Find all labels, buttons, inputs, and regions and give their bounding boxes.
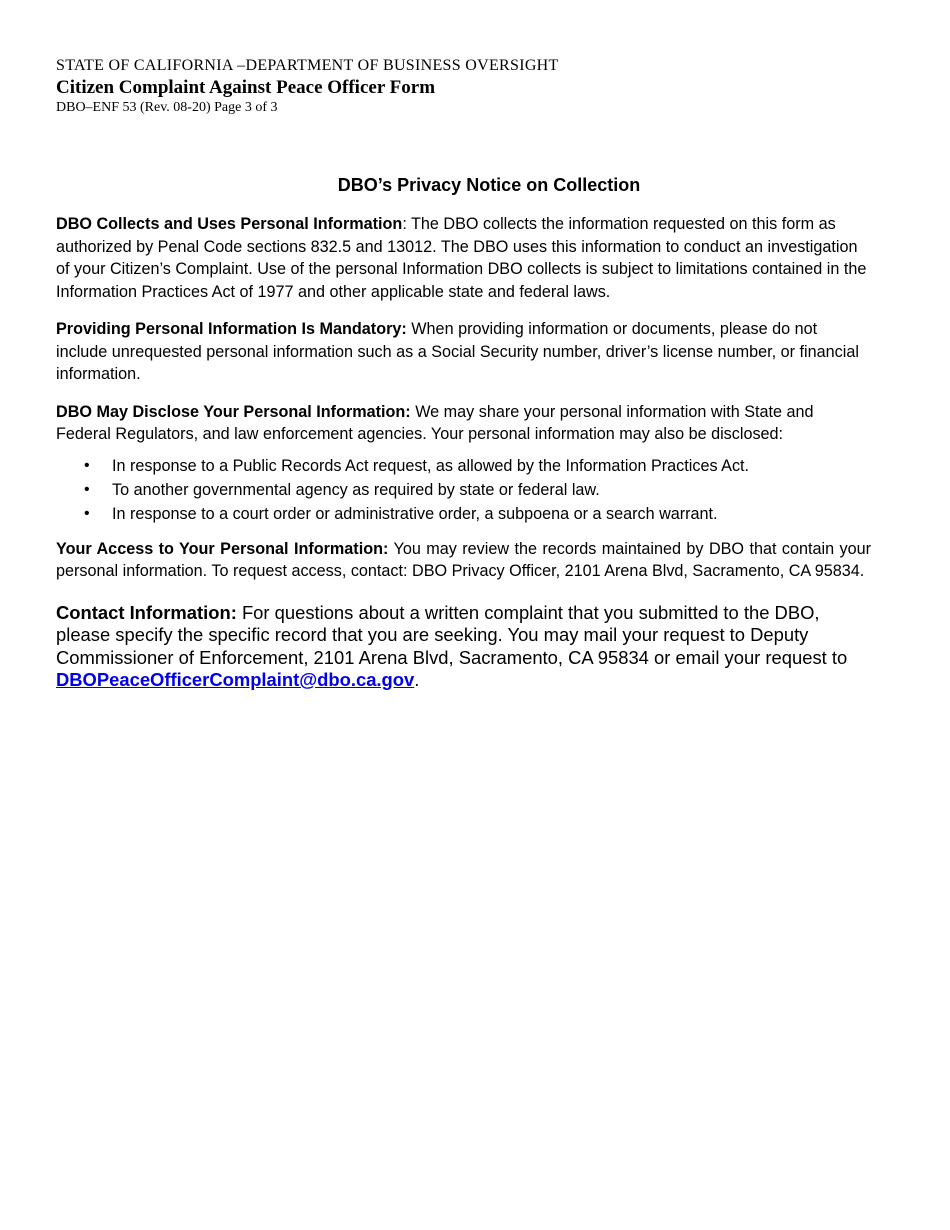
list-item: • To another governmental agency as required by state or federal law. bbox=[56, 478, 871, 502]
section-mandatory-heading: Providing Personal Information Is Mandatory: bbox=[56, 320, 407, 338]
section-disclose bbox=[56, 401, 871, 446]
section-contact-text: For questions about a written complaint that you submitted to the DBO, please specify the specific record that you are seeking. You may mail your request to Deputy Commissioner of Enforcement, 2101 Arena Blvd, Sacramento, CA 95834 or email your request to bbox=[56, 601, 848, 668]
disclosure-list bbox=[56, 454, 871, 526]
email-link[interactable]: DBOPeaceOfficerComplaint@dbo.ca.gov bbox=[56, 669, 415, 690]
list-item: • In response to a court order or administrative order, a subpoena or a search warrant. bbox=[56, 502, 871, 526]
section-contact bbox=[56, 602, 871, 692]
section-access-heading: Your Access to Your Personal Information: bbox=[56, 539, 389, 558]
section-disclose-text: We may share your personal information with State and Federal Regulators, and law enforcement agencies. Your personal information may also be disclosed: bbox=[56, 402, 814, 443]
notice-body bbox=[56, 213, 871, 707]
notice-title: DBO’s Privacy Notice on Collection bbox=[337, 175, 641, 195]
section-mandatory bbox=[56, 318, 871, 386]
form-id: DBO–ENF 53 (Rev. 08-20) Page 3 of 3 bbox=[56, 100, 278, 115]
form-header bbox=[56, 55, 559, 116]
section-collects-heading: DBO Collects and Uses Personal Information bbox=[56, 215, 403, 233]
section-access bbox=[56, 538, 871, 583]
section-access-text: You may review the records maintained by DBO that contain your personal information. To request access, contact: DBO Privacy Officer, 2101 Arena Blvd, Sacramento, CA 95834. bbox=[56, 539, 871, 580]
section-contact-heading: Contact Information: bbox=[56, 601, 237, 623]
section-collects bbox=[56, 213, 871, 303]
list-item: • In response to a Public Records Act request, as allowed by the Information Practices Act. bbox=[56, 454, 871, 478]
section-contact-tail: . bbox=[414, 669, 420, 690]
agency-name: STATE OF CALIFORNIA –DEPARTMENT OF BUSINESS OVERSIGHT bbox=[56, 57, 559, 74]
form-title: Citizen Complaint Against Peace Officer Form bbox=[56, 77, 436, 98]
section-disclose-heading: DBO May Disclose Your Personal Information: bbox=[56, 402, 411, 421]
section-mandatory-text: When providing information or documents, please do not include unrequested personal information such as a Social Security number, driver’s license number, or financial information. bbox=[56, 320, 859, 383]
section-collects-text: : The DBO collects the information requested on this form as authorized by Penal Code sections 832.5 and 13012. The DBO uses this information to conduct an investigation of your Citizen’s Complaint. Use of the personal Information DBO collects is subject to limitations contained in the Information Practices Act of 1977 and other applicable state and federal laws. bbox=[56, 215, 867, 301]
